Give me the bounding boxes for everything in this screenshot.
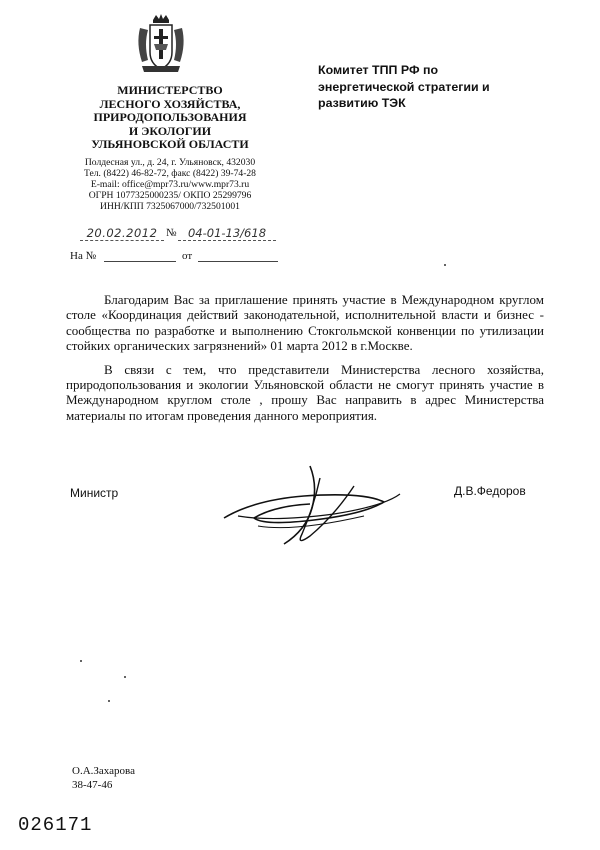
contact-email: E-mail: office@mpr73.ru/www.mpr73.ru: [90, 179, 250, 190]
reference-date-blank: [198, 261, 278, 262]
recipient-line: энергетической стратегии и: [318, 79, 490, 94]
contact-phone: Тел. (8422) 46-82-72, факс (8422) 39-74-28: [84, 168, 256, 179]
scan-speck: [108, 700, 110, 702]
registration-line: [70, 226, 280, 244]
executor-name: О.А.Захарова: [72, 765, 135, 777]
signatory-name: Д.В.Федоров: [454, 484, 526, 498]
recipient: [318, 62, 518, 112]
contact-inn: ИНН/КПП 7325067000/732501001: [100, 201, 240, 212]
recipient-line: Комитет ТПП РФ по: [318, 63, 439, 77]
reference-line: [70, 250, 280, 266]
document-code: 026171: [18, 814, 93, 836]
letter-body: [66, 292, 544, 431]
contact-ogrn: ОГРН 1077325000235/ ОКПО 25299796: [88, 190, 252, 201]
ministry-name: [80, 84, 260, 152]
coat-of-arms-icon: [134, 14, 188, 76]
contact-address: Полдеcная ул., д. 24, г. Ульяновск, 432030: [84, 157, 256, 168]
handwritten-signature: [214, 456, 410, 552]
ministry-name-line: ЛЕСНОГО ХОЗЯЙСТВА,: [99, 96, 241, 111]
recipient-line: развитию ТЭК: [318, 96, 406, 110]
scan-speck: [80, 660, 82, 662]
reference-date-label: от: [182, 250, 193, 262]
ministry-name-line: И ЭКОЛОГИИ: [128, 123, 212, 138]
ministry-name-line: ПРИРОДОПОЛЬЗОВАНИЯ: [93, 110, 247, 125]
ministry-contacts: [64, 157, 276, 212]
executor-info: [72, 764, 135, 792]
registration-number: 04-01-13/618: [178, 226, 276, 241]
reference-number-blank: [104, 261, 176, 262]
signatory-title: Министр: [70, 486, 119, 500]
ministry-name-line: УЛЬЯНОВСКОЙ ОБЛАСТИ: [91, 137, 249, 152]
body-paragraph: В связи с тем, что представители Министерства лесного хозяйства, природопользования и экологии Ульяновской области не смогут принять участие в Международном круглом столе , прошу Вас направить в адрес Министерства материалы по итогам проведения данного мероприятия.: [66, 361, 544, 423]
executor-phone: 38-47-46: [72, 779, 113, 791]
scan-speck: [124, 676, 126, 678]
scan-speck: [444, 264, 446, 266]
registration-number-label: №: [166, 227, 177, 239]
ministry-name-line: МИНИСТЕРСТВО: [117, 83, 223, 97]
reference-number-label: На №: [70, 250, 97, 262]
registration-date: 20.02.2012: [80, 226, 164, 241]
body-paragraph: Благодарим Вас за приглашение принять участие в Международном круглом столе «Координация действий законодательной, исполнительной власти и бизнес - сообщества по разработке и выполнению Стокгольмской конвенции по утилизации стойких органических загрязнений» 01 марта 2012 в г.Москве.: [66, 292, 544, 354]
